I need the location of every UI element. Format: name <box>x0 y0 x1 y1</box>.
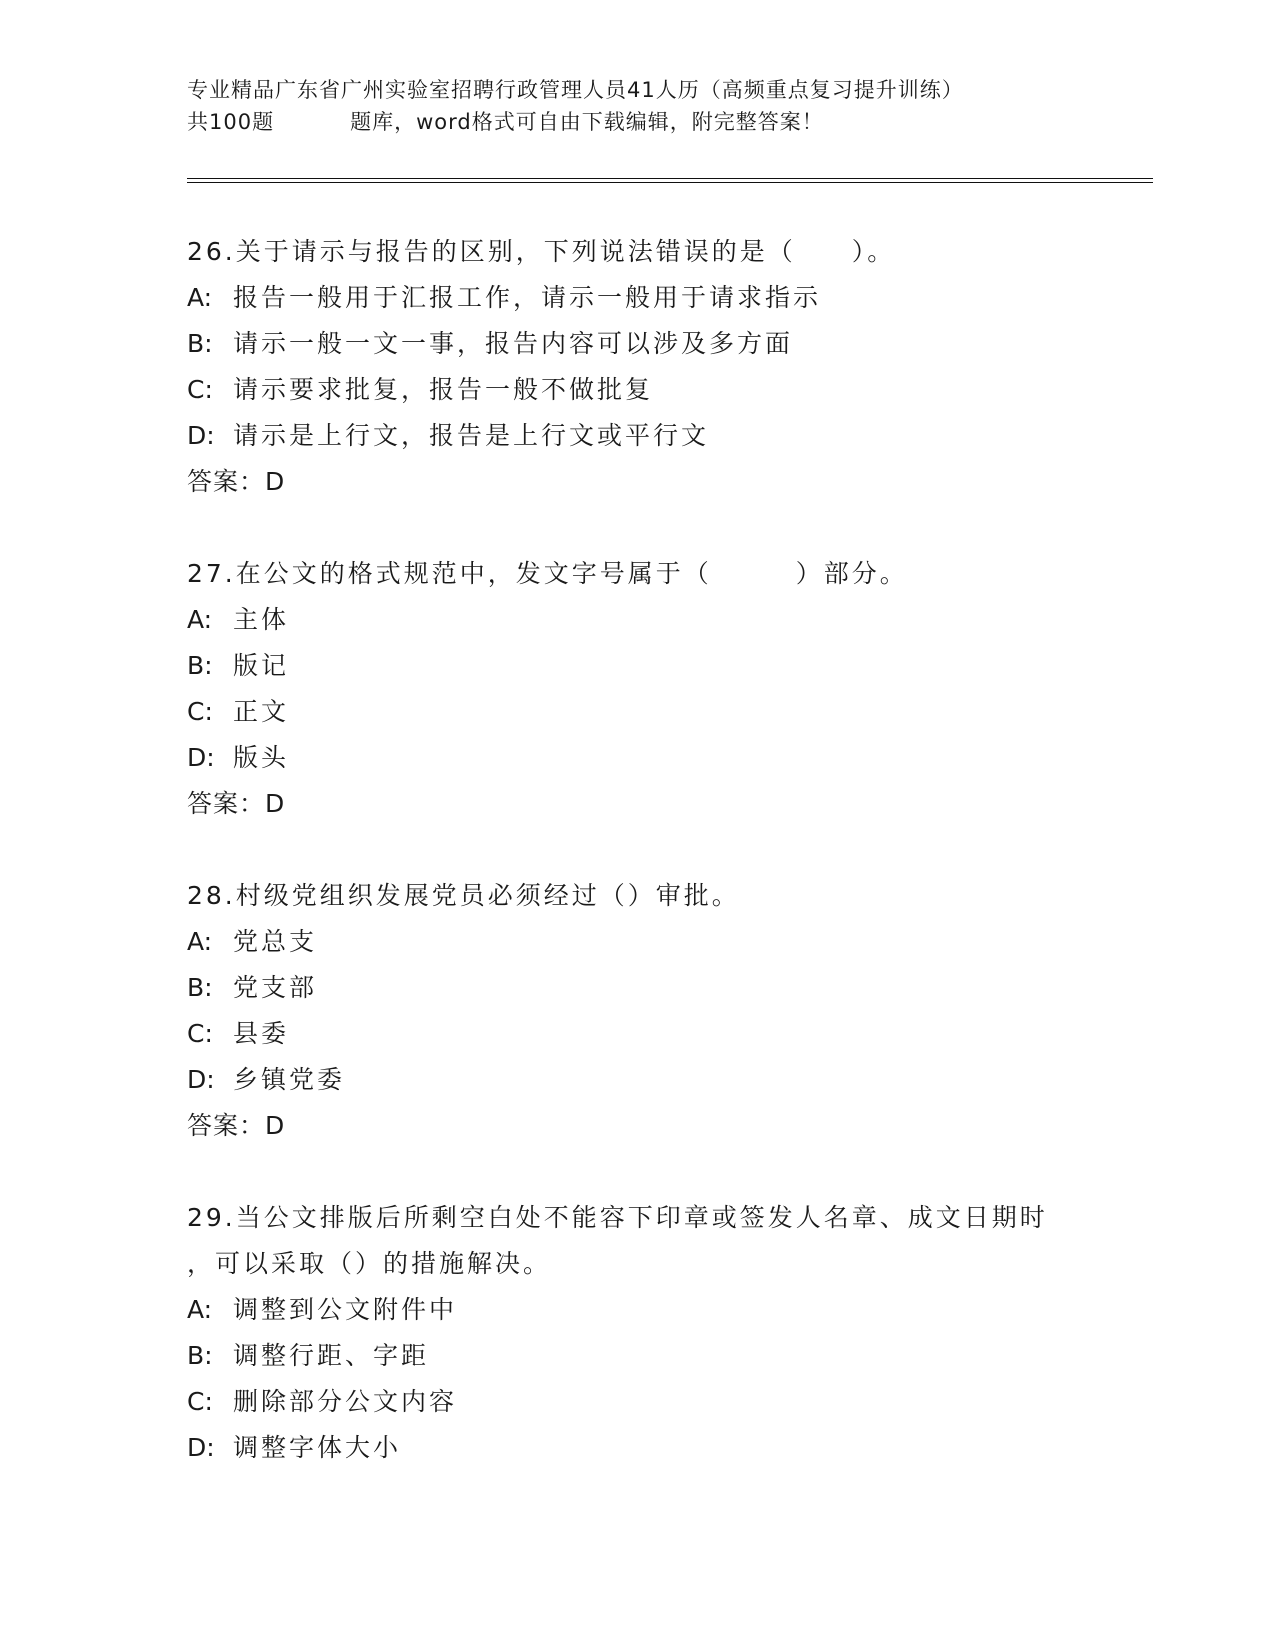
option-b <box>187 1333 1127 1379</box>
option-d <box>187 735 1127 781</box>
option-key: A: <box>187 1295 213 1324</box>
option-a <box>187 1287 1127 1333</box>
option-text: 党支部 <box>233 973 318 1002</box>
option-text: 删除部分公文内容 <box>233 1387 458 1416</box>
option-key: B: <box>187 973 213 1002</box>
option-key: C: <box>187 1387 213 1416</box>
option-text: 党总支 <box>233 927 318 956</box>
option-text: 调整到公文附件中 <box>233 1295 458 1324</box>
option-d <box>187 1425 1127 1471</box>
answer-line: 答案：D <box>187 789 286 818</box>
option-d <box>187 1057 1127 1103</box>
option-text: 主体 <box>233 605 290 634</box>
option-key: C: <box>187 697 213 726</box>
option-text: 正文 <box>233 697 290 726</box>
question-stem: 26.关于请示与报告的区别，下列说法错误的是（ ）。 <box>187 237 896 266</box>
question-stem-line1: 29.当公文排版后所剩空白处不能容下印章或签发人名章、成文日期时 <box>187 1203 1048 1232</box>
question-stem-line2: ，可以采取（）的措施解决。 <box>187 1249 552 1278</box>
option-b <box>187 965 1127 1011</box>
answer-line: 答案：D <box>187 1111 286 1140</box>
option-key: C: <box>187 1019 213 1048</box>
question-stem: 28.村级党组织发展党员必须经过（）审批。 <box>187 881 740 910</box>
question-29 <box>187 1195 1127 1471</box>
question-27 <box>187 551 1127 827</box>
header-title-line1: 专业精品广东省广州实验室招聘行政管理人员41人历（高频重点复习提升训练） <box>187 78 964 102</box>
option-key: B: <box>187 329 213 358</box>
option-c <box>187 1011 1127 1057</box>
option-c <box>187 367 1127 413</box>
option-text: 请示是上行文，报告是上行文或平行文 <box>233 421 710 450</box>
option-key: D: <box>187 743 215 772</box>
option-text: 县委 <box>233 1019 290 1048</box>
option-key: D: <box>187 421 215 450</box>
question-28 <box>187 873 1127 1149</box>
option-a <box>187 919 1127 965</box>
option-key: A: <box>187 927 213 956</box>
option-key: D: <box>187 1065 215 1094</box>
question-stem: 27.在公文的格式规范中，发文字号属于（ ）部分。 <box>187 559 908 588</box>
option-c <box>187 689 1127 735</box>
option-text: 请示要求批复，报告一般不做批复 <box>233 375 654 404</box>
option-b <box>187 321 1127 367</box>
option-key: A: <box>187 605 213 634</box>
answer-line: 答案：D <box>187 467 286 496</box>
option-text: 调整行距、字距 <box>233 1341 430 1370</box>
option-key: B: <box>187 1341 213 1370</box>
option-text: 请示一般一文一事，报告内容可以涉及多方面 <box>233 329 794 358</box>
header-description: 题库，word格式可自由下载编辑，附完整答案！ <box>350 110 824 134</box>
option-text: 版记 <box>233 651 290 680</box>
question-26 <box>187 229 1127 505</box>
header-divider-bottom <box>187 182 1153 183</box>
option-d <box>187 413 1127 459</box>
option-text: 版头 <box>233 743 290 772</box>
header-title-line2 <box>187 106 1087 138</box>
option-key: D: <box>187 1433 215 1462</box>
option-key: A: <box>187 283 213 312</box>
option-a <box>187 597 1127 643</box>
header-divider-top <box>187 178 1153 179</box>
option-key: B: <box>187 651 213 680</box>
document-header <box>187 74 1087 138</box>
option-key: C: <box>187 375 213 404</box>
option-text: 乡镇党委 <box>233 1065 346 1094</box>
header-question-count: 共100题 <box>187 110 275 134</box>
option-text: 调整字体大小 <box>233 1433 402 1462</box>
option-a <box>187 275 1127 321</box>
option-text: 报告一般用于汇报工作，请示一般用于请求指示 <box>233 283 822 312</box>
option-c <box>187 1379 1127 1425</box>
option-b <box>187 643 1127 689</box>
